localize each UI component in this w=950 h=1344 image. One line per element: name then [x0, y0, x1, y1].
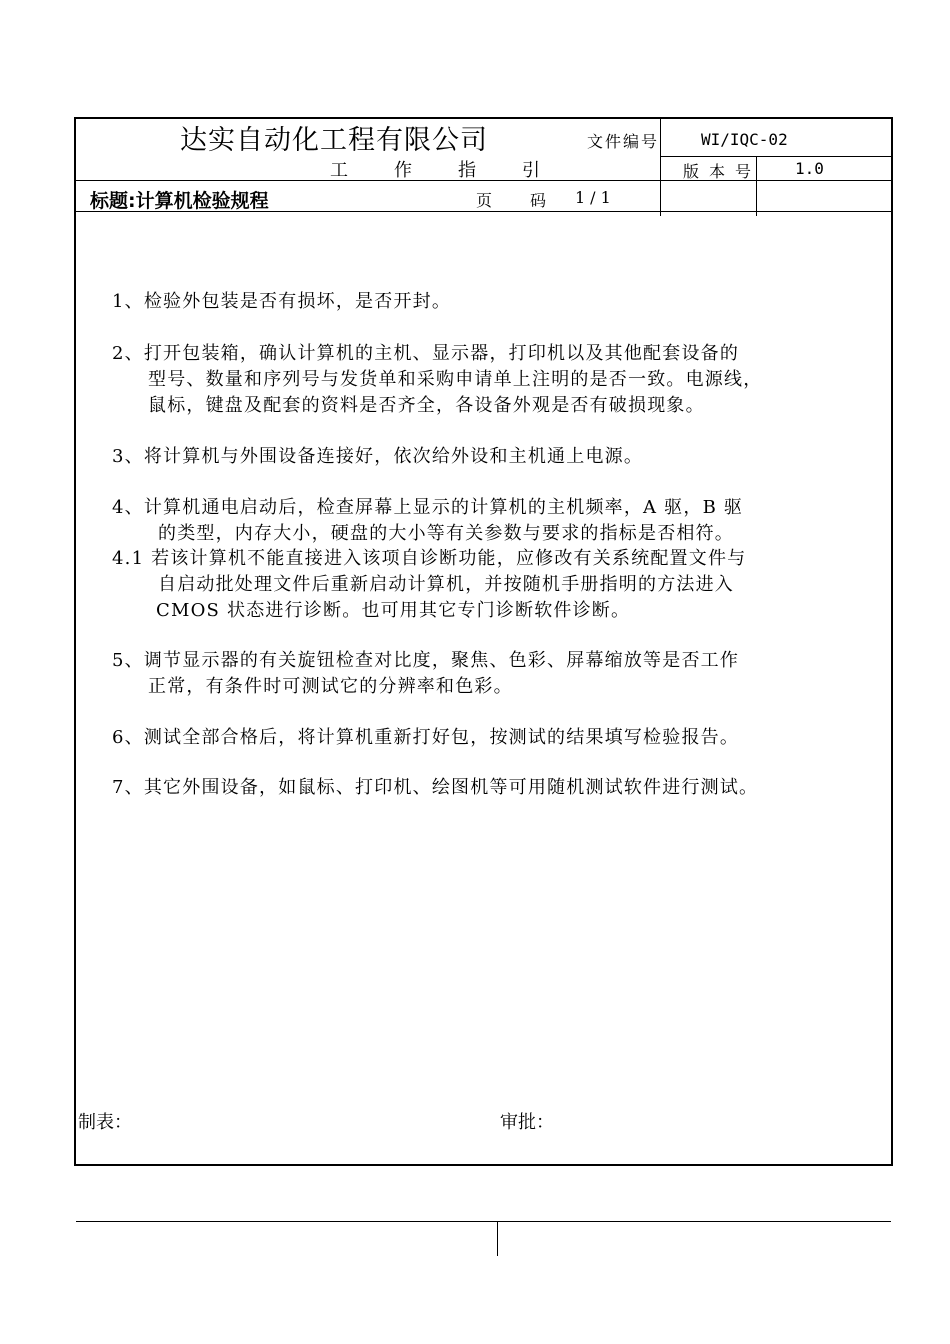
procedure-item-3: [112, 444, 643, 470]
item-line: 5、调节显示器的有关旋钮检查对比度，聚焦、色彩、屏幕缩放等是否工作: [112, 650, 740, 671]
item-line: 自启动批处理文件后重新启动计算机，并按随机手册指明的方法进入: [158, 574, 734, 595]
document-frame: [74, 117, 893, 1166]
page-value: 1/1: [575, 188, 616, 207]
approved-by-label: 审批：: [500, 1112, 554, 1133]
item-line: 鼠标，键盘及配套的资料是否齐全，各设备外观是否有破损现象。: [148, 395, 705, 416]
page-footer-rule: [76, 1221, 891, 1222]
procedure-item-1: [112, 289, 451, 315]
procedure-item-7: [112, 775, 758, 801]
page-footer-divider: [497, 1221, 498, 1256]
header-divider-vertical: [660, 119, 661, 216]
procedure-item-4: [112, 495, 743, 547]
item-line: 4、计算机通电启动后，检查屏幕上显示的计算机的主机频率，A 驱，B 驱: [112, 497, 744, 518]
page-label: 页码: [476, 191, 585, 210]
item-line: 的类型，内存大小，硬盘的大小等有关参数与要求的指标是否相符。: [158, 523, 734, 544]
item-line: 2、打开包装箱，确认计算机的主机、显示器，打印机以及其他配套设备的: [112, 343, 740, 364]
company-name: 达实自动化工程有限公司: [180, 125, 488, 156]
document-title: 标题:计算机检验规程: [90, 190, 269, 212]
procedure-item-4-1: [112, 546, 746, 624]
prepared-by-label: 制表：: [78, 1112, 132, 1133]
item-line: 型号、数量和序列号与发货单和采购申请单上注明的是否一致。电源线，: [148, 369, 763, 390]
doc-number-value: WI/IQC-02: [701, 130, 788, 149]
doc-number-label: 文件编号: [587, 132, 660, 151]
document-subtitle: 工作指引: [330, 160, 586, 181]
item-line: CMOS 状态进行诊断。也可用其它专门诊断软件诊断。: [156, 600, 631, 621]
version-label: 版本号: [683, 162, 762, 181]
item-line: 4.1 若该计算机不能直接进入该项自诊断功能，应修改有关系统配置文件与: [112, 548, 747, 569]
item-line: 3、将计算机与外围设备连接好，依次给外设和主机通上电源。: [112, 446, 644, 467]
item-line: 7、其它外围设备，如鼠标、打印机、绘图机等可用随机测试软件进行测试。: [112, 777, 759, 798]
procedure-item-2: [112, 341, 762, 419]
item-line: 正常，有条件时可测试它的分辨率和色彩。: [148, 676, 513, 697]
procedure-item-6: [112, 725, 739, 751]
header-divider-horizontal: [660, 156, 891, 157]
item-line: 6、测试全部合格后，将计算机重新打好包，按测试的结果填写检验报告。: [112, 727, 740, 748]
item-line: 1、检验外包装是否有损坏，是否开封。: [112, 291, 452, 312]
version-value: 1.0: [795, 159, 824, 178]
procedure-item-5: [112, 648, 739, 700]
